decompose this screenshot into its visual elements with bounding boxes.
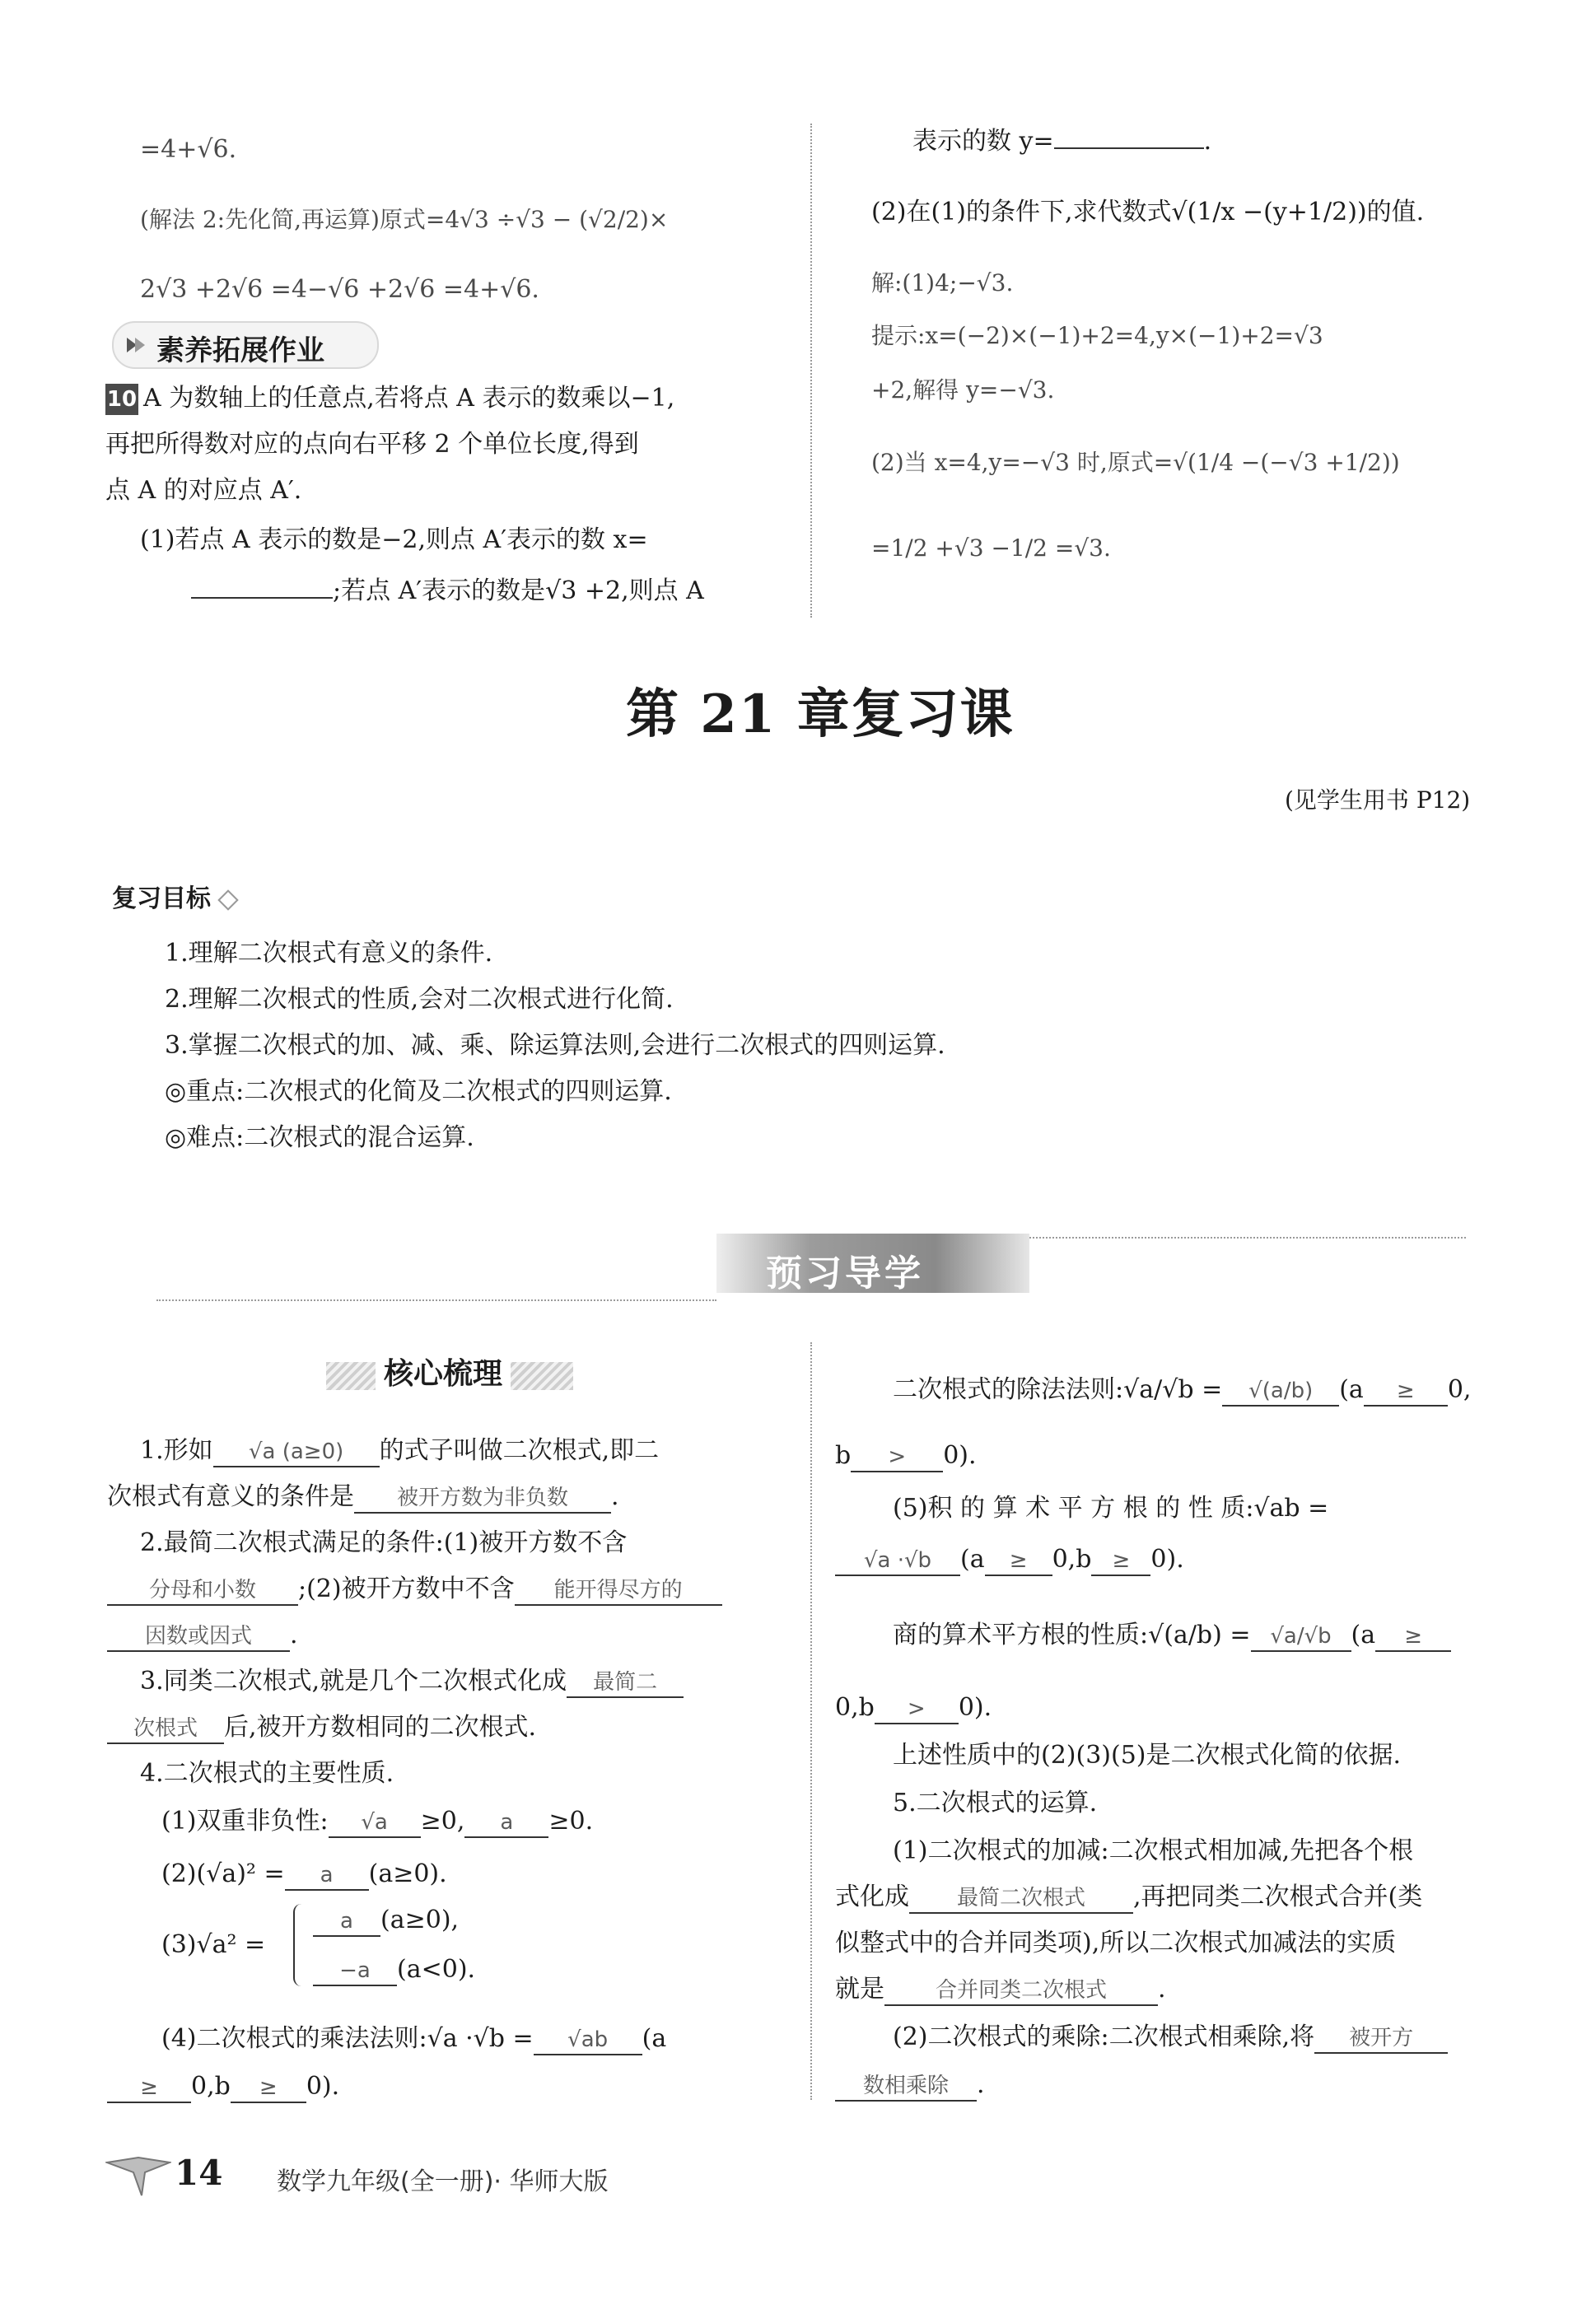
question-text: A 为数轴上的任意点,若将点 A 表示的数乘以−1,: [143, 384, 675, 413]
preview-banner: [716, 1234, 1029, 1293]
answer-part1: 解:(1)4;−√3.: [871, 269, 1014, 296]
banner-rule-right: [1029, 1237, 1466, 1239]
answer-blank[interactable]: −a: [313, 1957, 397, 1986]
item-2-line-3: 因数或因式 .: [107, 1617, 298, 1654]
item-4-3: (3)√a² =: [161, 1930, 266, 1959]
answer-blank[interactable]: 合并同类二次根式: [884, 1976, 1158, 2006]
solution-line-1: =4+√6.: [140, 135, 237, 164]
answer-part2: (2)当 x=4,y=−√3 时,原式=√(1/4 −(−√3 +1/2)): [871, 449, 1400, 476]
quotient-rule-cont: 0,b > 0).: [835, 1690, 992, 1726]
item-4-4-line-1: (4)二次根式的乘法法则:√a ·√b = √ab (a: [161, 2021, 666, 2057]
diamond-icon: [217, 889, 238, 910]
answer-blank[interactable]: ≥: [231, 2074, 306, 2103]
answer-blank[interactable]: 数相乘除: [835, 2072, 977, 2102]
add-subtract-line-3: 似整式中的合并同类项),所以二次根式加减法的实质: [835, 1929, 1397, 1957]
answer-blank[interactable]: a: [313, 1907, 380, 1937]
page-number: 14: [175, 2153, 223, 2193]
answer-blank[interactable]: ≥: [1375, 1622, 1451, 1652]
answer-blank[interactable]: a: [285, 1861, 369, 1891]
answer-blank[interactable]: 能开得尽方的: [515, 1576, 722, 1606]
item-4-4-line-2: ≥ 0,b ≥ 0).: [107, 2069, 339, 2105]
operations-heading: 5.二次根式的运算.: [893, 1789, 1098, 1817]
answer-blank[interactable]: √ab: [534, 2026, 642, 2055]
answer-blank[interactable]: >: [875, 1695, 959, 1724]
key-point: ◎重点:二次根式的化简及二次根式的四则运算.: [165, 1077, 672, 1106]
item-4-2: (2)(√a)² = a (a≥0).: [161, 1856, 447, 1892]
item-4-3-case-1: a (a≥0),: [313, 1902, 459, 1938]
division-rule-cont: b > 0).: [835, 1438, 977, 1474]
answer-blank[interactable]: 被开方数为非负数: [354, 1484, 611, 1514]
banner-rule-left: [156, 1299, 716, 1301]
book-title: 数学九年级(全一册)· 华师大版: [277, 2167, 609, 2196]
section-label: 素养拓展作业: [156, 334, 324, 367]
question-10-part2: (2)在(1)的条件下,求代数式√(1/x −(y+1/2))的值.: [871, 198, 1425, 226]
item-3-line-1: 3.同类二次根式,就是几个二次根式化成 最简二: [140, 1663, 684, 1700]
question-10-line-2: 再把所得数对应的点向右平移 2 个单位长度,得到: [105, 430, 639, 459]
column-divider-bottom: [810, 1342, 812, 2100]
item-1-line-1: 1.形如 √a (a≥0) 的式子叫做二次根式,即二: [140, 1433, 659, 1469]
hint-line-1: 提示:x=(−2)×(−1)+2=4,y×(−1)+2=√3: [871, 322, 1323, 349]
answer-blank[interactable]: √a (a≥0): [213, 1438, 380, 1467]
property-5: (5)积 的 算 术 平 方 根 的 性 质:√ab =: [893, 1494, 1329, 1523]
question-10-part1: (1)若点 A 表示的数是−2,则点 A′表示的数 x=: [140, 525, 648, 554]
question-10-line-1: [105, 380, 674, 417]
column-divider: [810, 124, 812, 618]
goal-item: 2.理解二次根式的性质,会对二次根式进行化简.: [165, 985, 674, 1014]
item-3-line-2: 次根式 后,被开方数相同的二次根式.: [107, 1710, 536, 1746]
answer-blank-x[interactable]: [191, 597, 333, 599]
item-2-line-1: 2.最简二次根式满足的条件:(1)被开方数不含: [140, 1528, 628, 1557]
publisher-logo-icon: [105, 2154, 171, 2200]
item-1-line-2: 次根式有意义的条件是 被开方数为非负数 .: [107, 1479, 619, 1515]
goal-item: 1.理解二次根式有意义的条件.: [165, 939, 493, 968]
solution-line-2: (解法 2:先化简,再运算)原式=4√3 ÷√3 − (√2/2)×: [140, 206, 669, 233]
quotient-rule: 商的算术平方根的性质:√(a/b) = √a/√b (a ≥: [893, 1617, 1451, 1654]
answer-blank[interactable]: 最简二: [567, 1668, 684, 1698]
division-rule: 二次根式的除法法则:√a/√b = √(a/b) (a ≥ 0,: [893, 1372, 1471, 1408]
add-subtract-line-1: (1)二次根式的加减:二次根式相加减,先把各个根: [893, 1836, 1414, 1865]
question-10-y-line: 表示的数 y= .: [912, 127, 1212, 156]
question-10-line-3: 点 A 的对应点 A′.: [105, 476, 302, 505]
answer-blank[interactable]: ≥: [985, 1547, 1052, 1576]
answer-blank[interactable]: 最简二次根式: [909, 1884, 1133, 1914]
answer-blank[interactable]: ≥: [1091, 1547, 1150, 1576]
answer-blank[interactable]: 因数或因式: [107, 1622, 290, 1652]
item-4-1: (1)双重非负性: √a ≥0, a ≥0.: [161, 1803, 593, 1840]
answer-blank[interactable]: ≥: [107, 2074, 191, 2103]
answer-part2-result: =1/2 +√3 −1/2 =√3.: [871, 534, 1111, 562]
item-4-heading: 4.二次根式的主要性质.: [140, 1759, 394, 1788]
answer-blank-y[interactable]: [1054, 147, 1204, 149]
hint-line-2: +2,解得 y=−√3.: [871, 376, 1055, 404]
answer-blank[interactable]: ≥: [1364, 1377, 1448, 1407]
chapter-title: 第 21 章复习课: [626, 683, 1015, 745]
solution-line-3: 2√3 +2√6 =4−√6 +2√6 =4+√6.: [140, 275, 539, 304]
subhead-label: 核心梳理: [376, 1351, 511, 1393]
multiply-divide-line-2: 数相乘除 .: [835, 2067, 985, 2103]
chapter-reference: (见学生用书 P12): [1285, 786, 1471, 814]
answer-blank[interactable]: 次根式: [107, 1715, 224, 1744]
answer-blank[interactable]: √(a/b): [1222, 1377, 1339, 1407]
item-2-line-2: 分母和小数 ;(2)被开方数中不含 能开得尽方的: [107, 1571, 722, 1607]
answer-blank[interactable]: 分母和小数: [107, 1576, 298, 1606]
answer-blank[interactable]: 被开方: [1314, 2024, 1448, 2054]
add-subtract-line-2: 式化成 最简二次根式 ,再把同类二次根式合并(类: [835, 1879, 1422, 1915]
difficult-point: ◎难点:二次根式的混合运算.: [165, 1123, 474, 1152]
answer-blank[interactable]: a: [464, 1808, 548, 1838]
add-subtract-line-4: 就是 合并同类二次根式 .: [835, 1971, 1166, 2008]
core-summary-heading: [326, 1351, 573, 1393]
answer-blank[interactable]: √a ·√b: [835, 1547, 960, 1576]
question-10-part1-cont: ;若点 A′表示的数是√3 +2,则点 A: [191, 573, 704, 609]
piecewise-brace: [293, 1904, 306, 1986]
item-4-3-case-2: −a (a<0).: [313, 1952, 475, 1988]
goals-heading: 复习目标: [112, 881, 236, 917]
answer-blank[interactable]: √a: [329, 1808, 421, 1838]
answer-blank[interactable]: √a/√b: [1251, 1622, 1351, 1652]
banner-title: 预习导学: [766, 1253, 924, 1295]
answer-blank[interactable]: >: [851, 1443, 943, 1472]
property-5-cont: √a ·√b (a ≥ 0,b ≥ 0).: [835, 1542, 1184, 1578]
question-number: 10: [105, 384, 138, 415]
goal-item: 3.掌握二次根式的加、减、乘、除运算法则,会进行二次根式的四则运算.: [165, 1031, 945, 1060]
section-label-pill: [112, 321, 379, 369]
arrow-icon: [124, 333, 148, 357]
simplification-note: 上述性质中的(2)(3)(5)是二次根式化简的依据.: [893, 1741, 1402, 1770]
multiply-divide-line-1: (2)二次根式的乘除:二次根式相乘除,将 被开方: [893, 2019, 1448, 2055]
